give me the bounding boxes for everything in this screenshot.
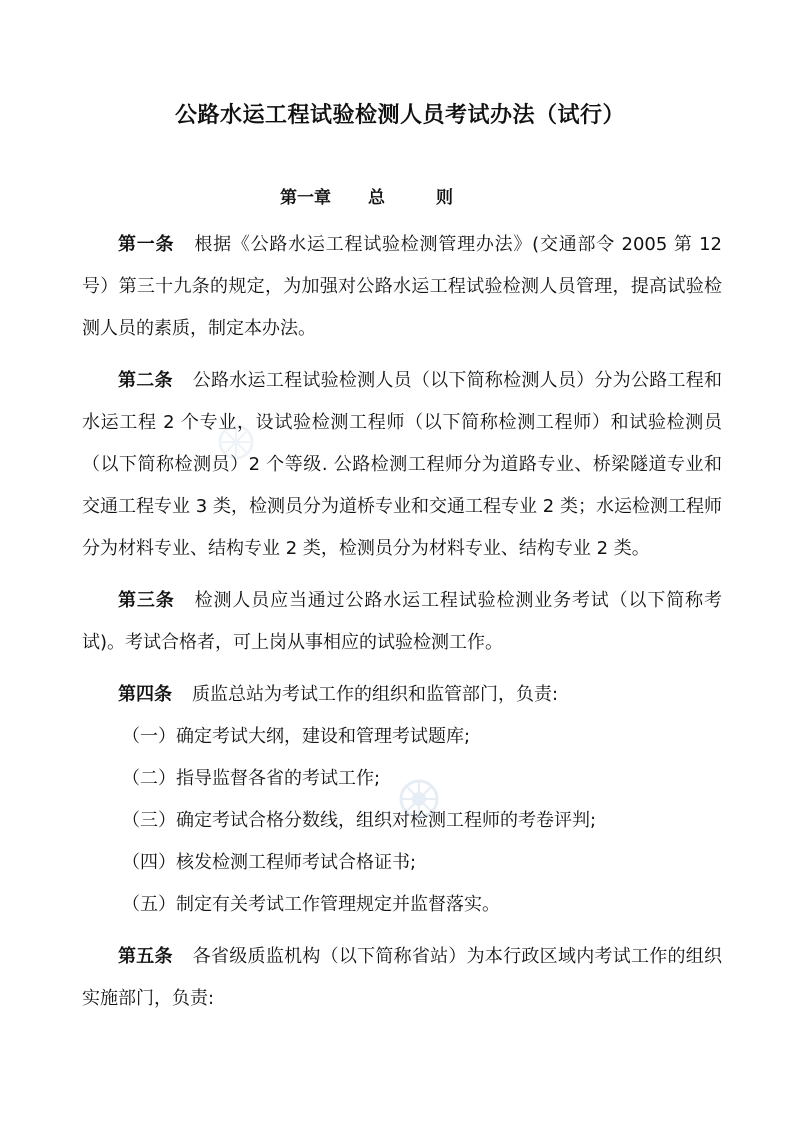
article-text: 质监总站为考试工作的组织和监管部门，负责: — [192, 684, 559, 705]
chapter-word-1: 总 — [368, 188, 385, 208]
article-5 — [82, 936, 722, 1020]
list-item: （一）确定考试大纲，建设和管理考试题库; — [122, 726, 471, 747]
article-2 — [82, 360, 722, 570]
article-4 — [82, 674, 722, 716]
article-text: 检测人员应当通过公路水运工程试验检测业务考试（以下简称考试)。考试合格者，可上岗从事相应的试验检测工作。 — [82, 590, 723, 653]
article-text: 各省级质监机构（以下简称省站）为本行政区域内考试工作的组织实施部门，负责: — [82, 946, 723, 1009]
watermark-logo-icon — [396, 776, 442, 822]
article-1 — [82, 224, 722, 350]
article-label: 第五条 — [118, 946, 173, 967]
document-title: 公路水运工程试验检测人员考试办法（试行） — [174, 102, 625, 128]
article-3 — [82, 580, 722, 664]
chapter-heading — [280, 184, 453, 212]
list-item: （五）制定有关考试工作管理规定并监督落实。 — [122, 894, 500, 915]
article-label: 第一条 — [118, 234, 175, 255]
article-label: 第四条 — [118, 684, 172, 705]
document-body — [82, 224, 722, 1030]
article-text: 公路水运工程试验检测人员（以下简称检测人员）分为公路工程和水运工程 2 个专业，设试验检测工程师（以下简称检测工程师）和试验检测员（以下简称检测员）2 个等级. 公路检测工程师分为道路专业、桥梁隧道专业和交通工程专业 3 类，检测员分为道桥专业和交通工程专业 2 类；水运检测工程师分为材料专业、结构专业 2 类，检测员分为材料专业、结构专业 2 类。 — [82, 370, 723, 559]
list-item: （四）核发检测工程师考试合格证书; — [122, 852, 417, 873]
chapter-word-2: 则 — [436, 188, 453, 208]
list-item: （二）指导监督各省的考试工作; — [122, 768, 381, 789]
list-item: （三）确定考试合格分数线，组织对检测工程师的考卷评判; — [122, 810, 597, 831]
article-text: 根据《公路水运工程试验检测管理办法》(交通部令 2005 第 12 号）第三十九条的规定，为加强对公路水运工程试验检测人员管理，提高试验检测人员的素质，制定本办法。 — [82, 234, 722, 339]
article-label: 第二条 — [118, 370, 173, 391]
chapter-number: 第一章 — [280, 188, 331, 208]
article-label: 第三条 — [118, 590, 175, 611]
